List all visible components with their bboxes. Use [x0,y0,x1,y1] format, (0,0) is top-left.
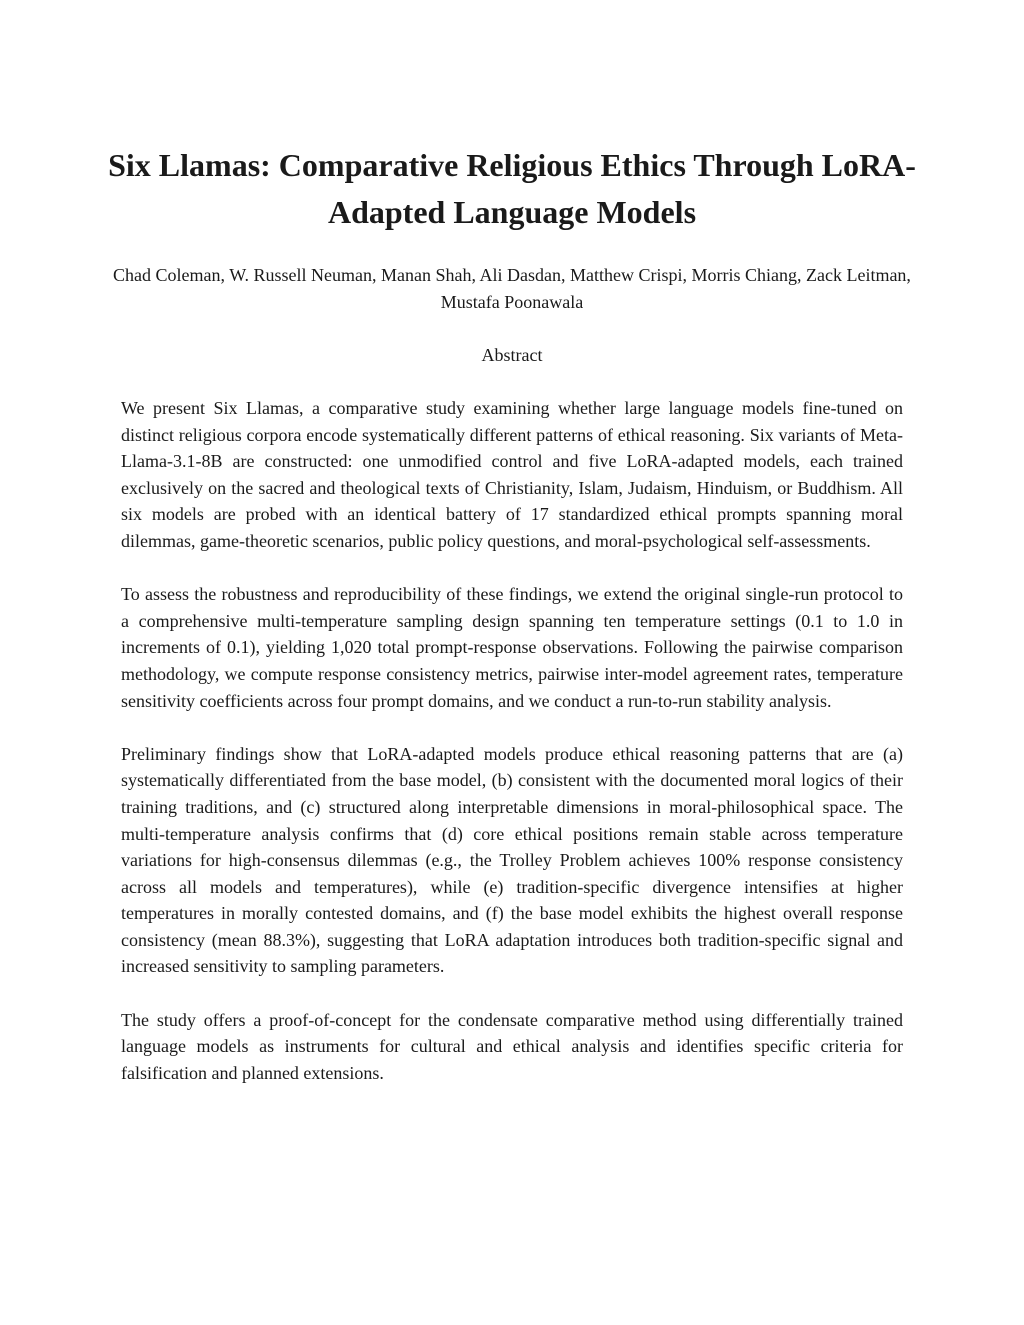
abstract-body [121,395,903,1113]
abstract-paragraph-1: We present Six Llamas, a comparative study examining whether large language models fine-tuned on distinct religious corpora encode systematically different patterns of ethical reasoning. Six variants of Meta-Llama-3.1-8B are constructed: one unmodified control and five LoRA-adapted models, each trained exclusively on the sacred and theological texts of Christianity, Islam, Judaism, Hinduism, or Buddhism. All six models are probed with an identical battery of 17 standardized ethical prompts spanning moral dilemmas, game-theoretic scenarios, public policy questions, and moral-psychological self-assessments. [121,398,903,551]
paper-title: Six Llamas: Comparative Religious Ethics Through LoRA-Adapted Language Models [108,147,916,230]
abstract-paragraph-2: To assess the robustness and reproducibility of these findings, we extend the original single-run protocol to a comprehensive multi-temperature sampling design spanning ten temperature settings (0.1 to 1.0 in increments of 0.1), yielding 1,020 total prompt-response observations. Following the pairwise comparison methodology, we compute response consistency metrics, pairwise inter-model agreement rates, temperature sensitivity coefficients across four prompt domains, and we conduct a run-to-run stability analysis. [121,584,903,711]
abstract-paragraph-3: Preliminary findings show that LoRA-adapted models produce ethical reasoning patterns that are (a) systematically differentiated from the base model, (b) consistent with the documented moral logics of their training traditions, and (c) structured along interpretable dimensions in moral-philosophical space. The multi-temperature analysis confirms that (d) core ethical positions remain stable across temperature variations for high-consensus dilemmas (e.g., the Trolley Problem achieves 100% response consistency across all models and temperatures), while (e) tradition-specific divergence intensifies at higher temperatures in morally contested domains, and (f) the base model exhibits the highest overall response consistency (mean 88.3%), suggesting that LoRA adaptation introduces both tradition-specific signal and increased sensitivity to sampling parameters. [121,743,903,977]
author-list: Chad Coleman, W. Russell Neuman, Manan Shah, Ali Dasdan, Matthew Crispi, Morris Chiang, Zack Leitman, Mustafa Poonawala [113,265,911,312]
abstract-heading: Abstract [481,345,543,365]
abstract-paragraph-4: The study offers a proof-of-concept for the condensate comparative method using differentially trained language models as instruments for cultural and ethical analysis and identifies specific criteria for falsification and planned extensions. [121,1009,903,1083]
